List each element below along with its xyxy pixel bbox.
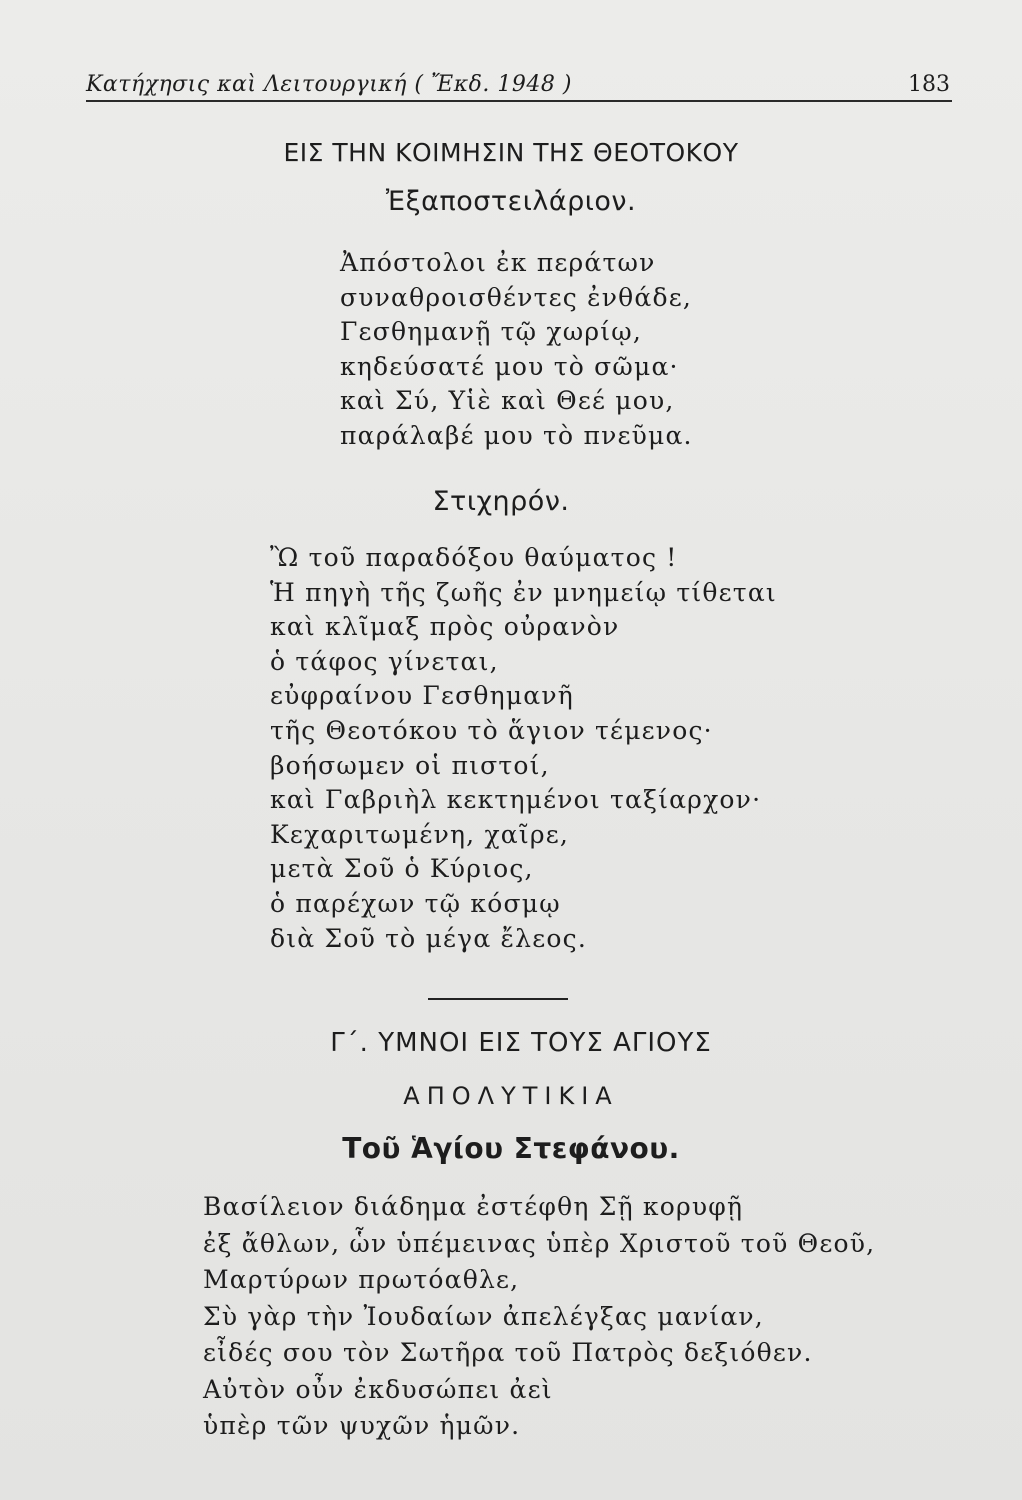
verse-line: Ἀπόστολοι ἐκ περάτων: [340, 248, 656, 277]
page-number: 183: [908, 72, 950, 97]
verse-line: Αὐτὸν οὖν ἐκδυσώπει ἀεὶ: [203, 1374, 553, 1404]
hymn-title-stichiron: Στιχηρόν.: [432, 486, 570, 517]
verse-line: καὶ Γαβριὴλ κεκτημένοι ταξίαρχον·: [270, 785, 762, 815]
hymn-title-saint-stephen: Τοῦ Ἁγίου Στεφάνου.: [342, 1132, 680, 1165]
hymn-title-exapostilarion: Ἐξαποστειλάριον.: [385, 186, 637, 217]
verse-line: ὁ παρέχων τῷ κόσμῳ: [270, 888, 561, 918]
verse-line: κηδεύσατέ μου τὸ σῶμα·: [340, 351, 679, 381]
verse-line: ἐξ ἄθλων, ὧν ὑπέμεινας ὑπὲρ Χριστοῦ τοῦ Θεοῦ,: [203, 1228, 876, 1258]
verse-line: εὐφραίνου Γεσθημανῆ: [270, 681, 574, 711]
subsection-heading-apolytikia: ΑΠΟΛΥΤΙΚΙΑ: [403, 1082, 619, 1110]
verse-line: τῆς Θεοτόκου τὸ ἅγιον τέμενος·: [270, 715, 713, 745]
verse-line: Γεσθημανῇ τῷ χωρίῳ,: [340, 317, 642, 346]
section-heading-saints: Γ΄. ΥΜΝΟΙ ΕΙΣ ΤΟΥΣ ΑΓΙΟΥΣ: [330, 1028, 712, 1058]
verse-line: μετὰ Σοῦ ὁ Κύριος,: [270, 854, 534, 884]
verse-line: ὁ τάφος γίνεται,: [270, 646, 499, 676]
section-divider: [428, 998, 568, 1000]
verse-line: Ὢ τοῦ παραδόξου θαύματος !: [270, 543, 678, 572]
section-heading-dormition: ΕΙΣ ΤΗΝ ΚΟΙΜΗΣΙΝ ΤΗΣ ΘΕΟΤΟΚΟΥ: [283, 138, 739, 167]
running-header: [86, 70, 952, 102]
verse-line: Κεχαριτωμένη, χαῖρε,: [270, 819, 570, 849]
exapostilarion-verse: [340, 246, 693, 453]
verse-line: ὑπὲρ τῶν ψυχῶν ἡμῶν.: [203, 1411, 521, 1440]
saint-stephen-verse: [203, 1189, 875, 1445]
verse-line: Βασίλειον διάδημα ἐστέφθη Σῇ κορυφῇ: [203, 1192, 744, 1221]
verse-line: συναθροισθέντες ἐνθάδε,: [340, 282, 693, 312]
verse-line: παράλαβέ μου τὸ πνεῦμα.: [340, 420, 693, 450]
verse-line: Ἡ πηγὴ τῆς ζωῆς ἐν μνημείῳ τίθεται: [270, 577, 777, 607]
running-title: Κατήχησις καὶ Λειτουργική ( Ἔκδ. 1948 ): [86, 72, 572, 97]
verse-line: Σὺ γὰρ τὴν Ἰουδαίων ἀπελέγξας μανίαν,: [203, 1301, 764, 1331]
verse-line: καὶ κλῖμαξ πρὸς οὐρανὸν: [270, 612, 620, 642]
verse-line: διὰ Σοῦ τὸ μέγα ἔλεος.: [270, 923, 587, 953]
verse-line: εἶδές σου τὸν Σωτῆρα τοῦ Πατρὸς δεξιόθεν.: [203, 1338, 813, 1367]
verse-line: Μαρτύρων πρωτόαθλε,: [203, 1265, 520, 1294]
stichiron-verse: [270, 541, 777, 956]
verse-line: καὶ Σύ, Υἱὲ καὶ Θεέ μου,: [340, 386, 675, 415]
verse-line: βοήσωμεν οἱ πιστοί,: [270, 750, 550, 780]
